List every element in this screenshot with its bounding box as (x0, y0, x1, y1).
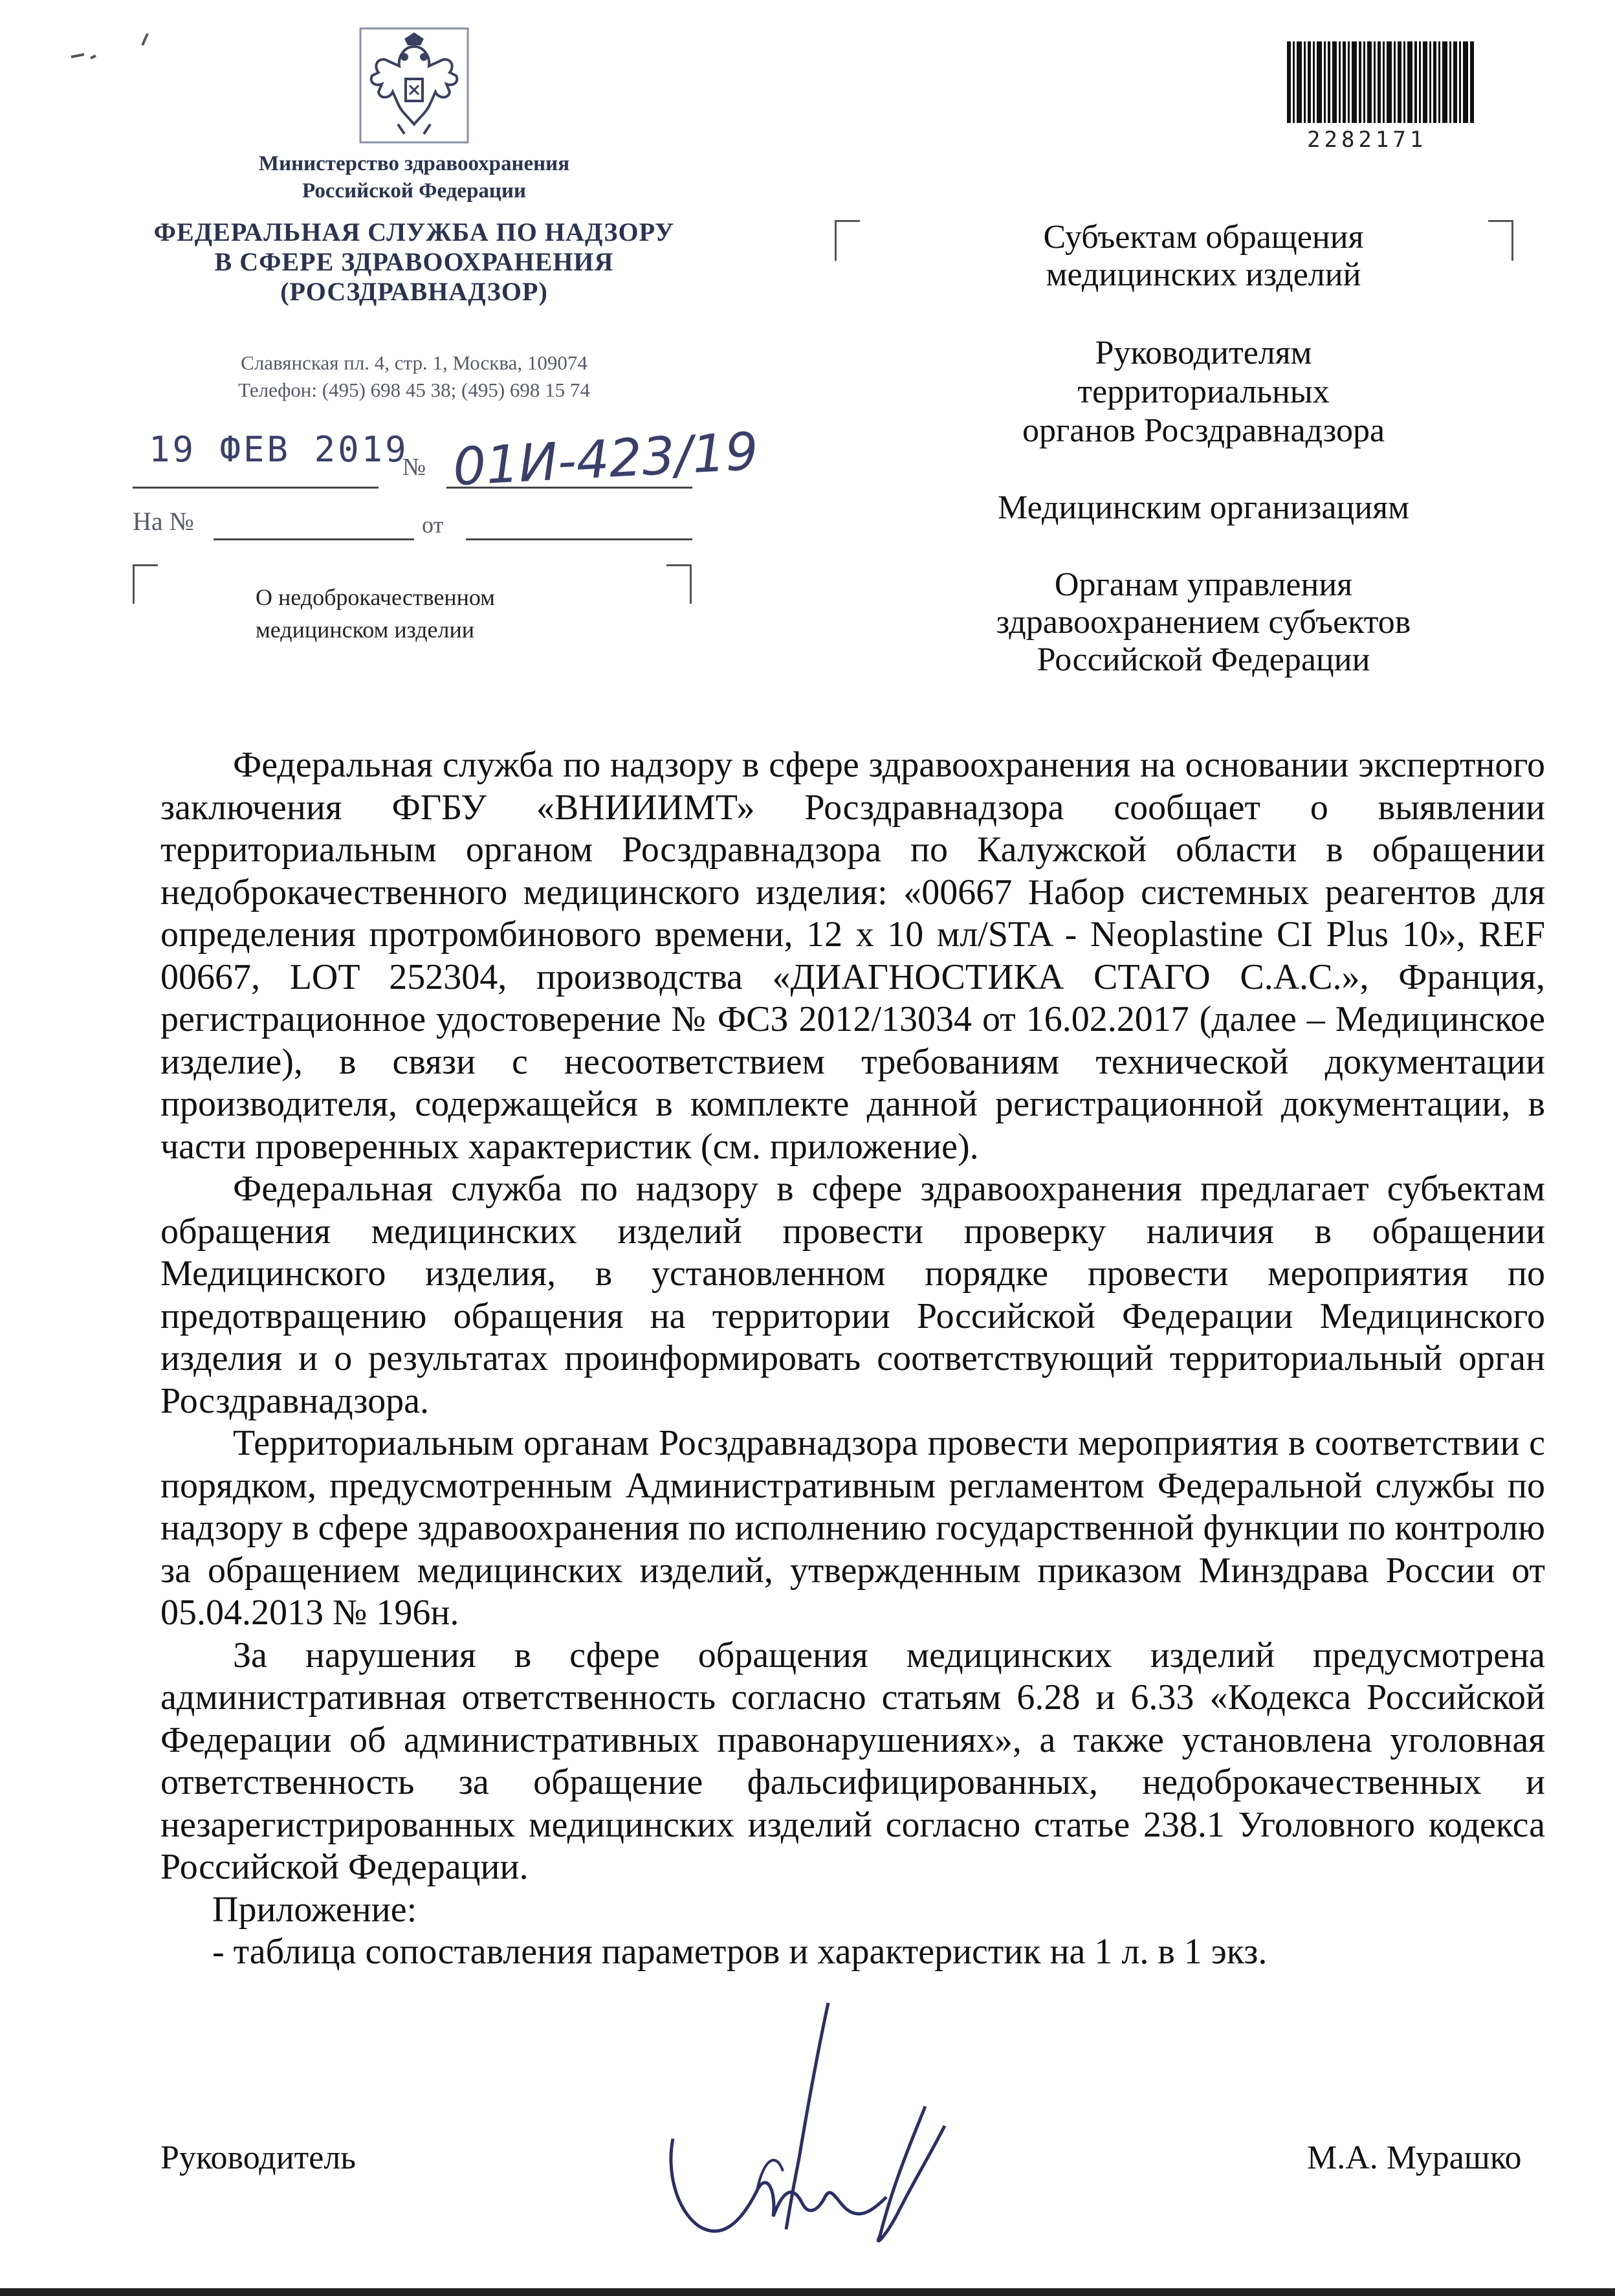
addressee-group-3 (938, 489, 1469, 527)
handwritten-signature-icon (654, 1996, 990, 2255)
subject-line2: медицинском изделии (256, 617, 475, 643)
reply-label: На № (133, 507, 194, 536)
addressee-group-4 (938, 566, 1469, 679)
signatory-position: Руководитель (160, 2139, 356, 2176)
pen-mark (65, 26, 162, 71)
addressee-line: Руководителям (1095, 335, 1312, 371)
barcode-icon (1284, 39, 1478, 126)
addressee-group-1 (938, 219, 1469, 294)
address: Славянская пл. 4, стр. 1, Москва, 109074 (241, 351, 588, 374)
body-paragraph: Федеральная служба по надзору в сфере здравоохранения на основании экспертного заключения ФГБУ «ВНИИИМТ» Росздравнадзора сообщает о выявлении территориальным органом Росздравнадзора по Калужской области в обращении недоброкачественного медицинского изделия: «00667 Набор системных реагентов для определения протромбинового времени, 12 x 10 мл/STA - Neoplastine CI Plus 10», REF 00667, LOT 252304, производства «ДИАГНОСТИКА СТАГО С.А.С.», Франция, регистрационное удостоверение № ФСЗ 2012/13034 от 16.02.2017 (далее – Медицинское изделие), в связи с несоответствием требованиям технической документации производителя, содержащейся в комплекте данной регистрационной документации, в части проверенных характеристик (см. приложение). (160, 745, 1545, 1167)
appendix-title: Приложение: (212, 1889, 417, 1930)
ministry-name (155, 150, 673, 204)
date-underline (133, 487, 379, 489)
addressee-line: здравоохранением субъектов (996, 604, 1411, 641)
subject (256, 581, 495, 646)
body-paragraph: Федеральная служба по надзору в сфере здравоохранения предлагает субъектам обращения медицинских изделий провести проверку наличия в обращении Медицинского изделия, в установленном порядке провести мероприятия по предотвращению обращения на территории Российской Федерации Медицинского изделия и о результатах проинформировать соответствующий территориальный орган Росздравнадзора. (160, 1169, 1545, 1421)
appendix-item: - таблица сопоставления параметров и характеристик на 1 л. в 1 экз. (212, 1932, 1268, 1972)
subject-line1: О недоброкачественном (256, 584, 495, 610)
number-label: № (402, 454, 426, 481)
subject-corner-left (133, 564, 158, 604)
letter-body (160, 744, 1545, 1974)
barcode-number: 2282171 (1307, 127, 1427, 153)
service-line1: ФЕДЕРАЛЬНАЯ СЛУЖБА ПО НАДЗОРУ (153, 217, 675, 247)
addressee-line: Российской Федерации (1037, 641, 1370, 678)
subject-corner-right (666, 564, 692, 604)
number-underline (446, 487, 692, 489)
addressee-corner-right (1488, 220, 1513, 261)
russian-coat-of-arms-icon (359, 27, 469, 144)
addressee-line: Медицинским организациям (998, 489, 1409, 526)
signatory-name: М.А. Мурашко (1307, 2139, 1522, 2176)
date-stamp: 19 ФЕВ 2019 (149, 429, 409, 470)
body-paragraph: За нарушения в сфере обращения медицинских изделий предусмотрена административная ответственность согласно статьям 6.28 и 6.33 «Кодекса Российской Федерации об административных правонарушениях», а также установлена уголовная ответственность за обращение фальсифицированных, недоброкачественных и незарегистрированных медицинских изделий согласно статье 238.1 Уголовного кодекса Российской Федерации. (160, 1635, 1545, 1887)
addressee-line: Органам управления (1054, 566, 1353, 603)
reply-underline (214, 538, 414, 540)
service-name (129, 217, 699, 307)
addressee-corner-left (835, 220, 860, 261)
from-label: от (422, 512, 444, 538)
addressee-line: органов Росздравнадзора (1022, 412, 1385, 449)
from-underline (466, 538, 692, 540)
service-line3: (РОСЗДРАВНАДЗОР) (280, 277, 548, 306)
scan-bottom-edge (0, 2288, 1615, 2296)
ministry-line1: Министерство здравоохранения (258, 152, 570, 175)
addressee-line: медицинских изделий (1046, 256, 1361, 293)
addressee-line: Субъектам обращения (1043, 219, 1364, 256)
addressee-line: территориальных (1077, 373, 1330, 410)
registration-number: 01И-423/19 (451, 421, 760, 498)
service-line2: В СФЕРЕ ЗДРАВООХРАНЕНИЯ (214, 247, 614, 276)
body-paragraph: Территориальным органам Росздравнадзора провести мероприятия в соответствии с порядком, предусмотренным Административным регламентом Федеральной службы по надзору в сфере здравоохранения по исполнению государственной функции по контролю за обращением медицинских изделий, утвержденным приказом Минздрава России от 05.04.2013 № 196н. (160, 1423, 1545, 1633)
phone: Телефон: (495) 698 45 38; (495) 698 15 74 (238, 379, 590, 401)
ministry-line2: Российской Федерации (302, 179, 526, 203)
contact-block (155, 349, 673, 404)
addressee-group-2 (938, 334, 1469, 450)
